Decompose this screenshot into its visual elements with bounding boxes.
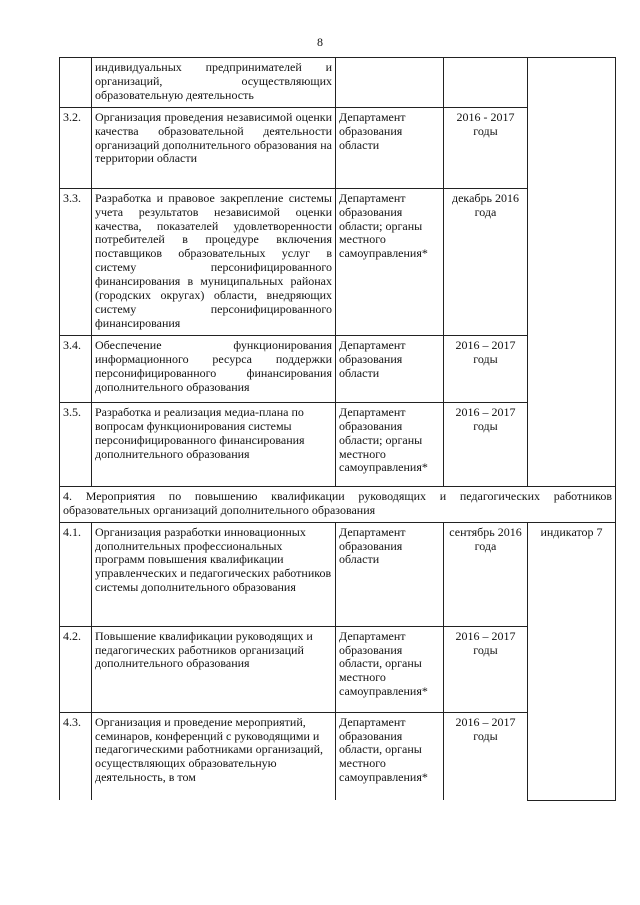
row-term: 2016 – 2017 годы	[444, 626, 528, 712]
row-term: 2016 - 2017 годы	[444, 107, 528, 188]
row-number	[60, 58, 92, 108]
table-row	[60, 522, 616, 626]
row-description: Организация разработки инновационных дополнительных профессиональных программ повышения квалификации управленческих и педагогических работников системы дополнительного образования	[92, 522, 336, 626]
table-row	[60, 58, 616, 108]
row-number: 3.3.	[60, 188, 92, 335]
indicator-value: индикатор 7	[528, 522, 616, 800]
row-number: 4.2.	[60, 626, 92, 712]
row-term: 2016 – 2017 годы	[444, 335, 528, 402]
row-executor: Департамент образования области; органы местного самоуправления*	[336, 188, 444, 335]
row-description: Разработка и правовое закрепление системы учета результатов независимой оценки качества, показателей удовлетворенности потребителей в процедуре включения поставщиков образовательных услуг в систему персонифицированного финансирования в муниципальных районах (городских округах) области, внедряющих систему персонифицированного финансирования	[92, 188, 336, 335]
row-description: Организация и проведение мероприятий, семинаров, конференций с руководящими и педагогическими работниками организаций, осуществляющих образовательную деятельность, в том	[92, 712, 336, 800]
row-executor	[336, 58, 444, 108]
row-term: 2016 – 2017 годы	[444, 712, 528, 800]
page-number: 8	[317, 35, 323, 49]
row-executor: Департамент образования области	[336, 107, 444, 188]
plan-table	[59, 57, 616, 801]
row-number: 3.5.	[60, 402, 92, 486]
row-executor: Департамент образования области	[336, 522, 444, 626]
row-term: 2016 – 2017 годы	[444, 402, 528, 486]
row-term	[444, 58, 528, 108]
row-term: декабрь 2016 года	[444, 188, 528, 335]
section-header-row	[60, 486, 616, 522]
row-description: индивидуальных предпринимателей и организаций, осуществляющих образовательную деятельность	[92, 58, 336, 108]
row-description: Повышение квалификации руководящих и педагогических работников организаций дополнительного образования	[92, 626, 336, 712]
row-executor: Департамент образования области, органы местного самоуправления*	[336, 626, 444, 712]
row-description: Организация проведения независимой оценки качества образовательной деятельности организаций дополнительного образования на территории области	[92, 107, 336, 188]
row-number: 4.1.	[60, 522, 92, 626]
row-number: 3.2.	[60, 107, 92, 188]
row-executor: Департамент образования области	[336, 335, 444, 402]
row-executor: Департамент образования области, органы местного самоуправления*	[336, 712, 444, 800]
row-number: 4.3.	[60, 712, 92, 800]
row-executor: Департамент образования области; органы местного самоуправления*	[336, 402, 444, 486]
indicator-cell	[528, 58, 616, 487]
row-number: 3.4.	[60, 335, 92, 402]
row-term: сентябрь 2016 года	[444, 522, 528, 626]
row-description: Разработка и реализация медиа-плана по вопросам функционирования системы персонифицированного финансирования дополнительного образования	[92, 402, 336, 486]
section-title: 4. Мероприятия по повышению квалификации руководящих и педагогических работников образовательных организаций дополнительного образования	[60, 486, 616, 522]
row-description: Обеспечение функционирования информационного ресурса поддержки персонифицированного финансирования дополнительного образования	[92, 335, 336, 402]
